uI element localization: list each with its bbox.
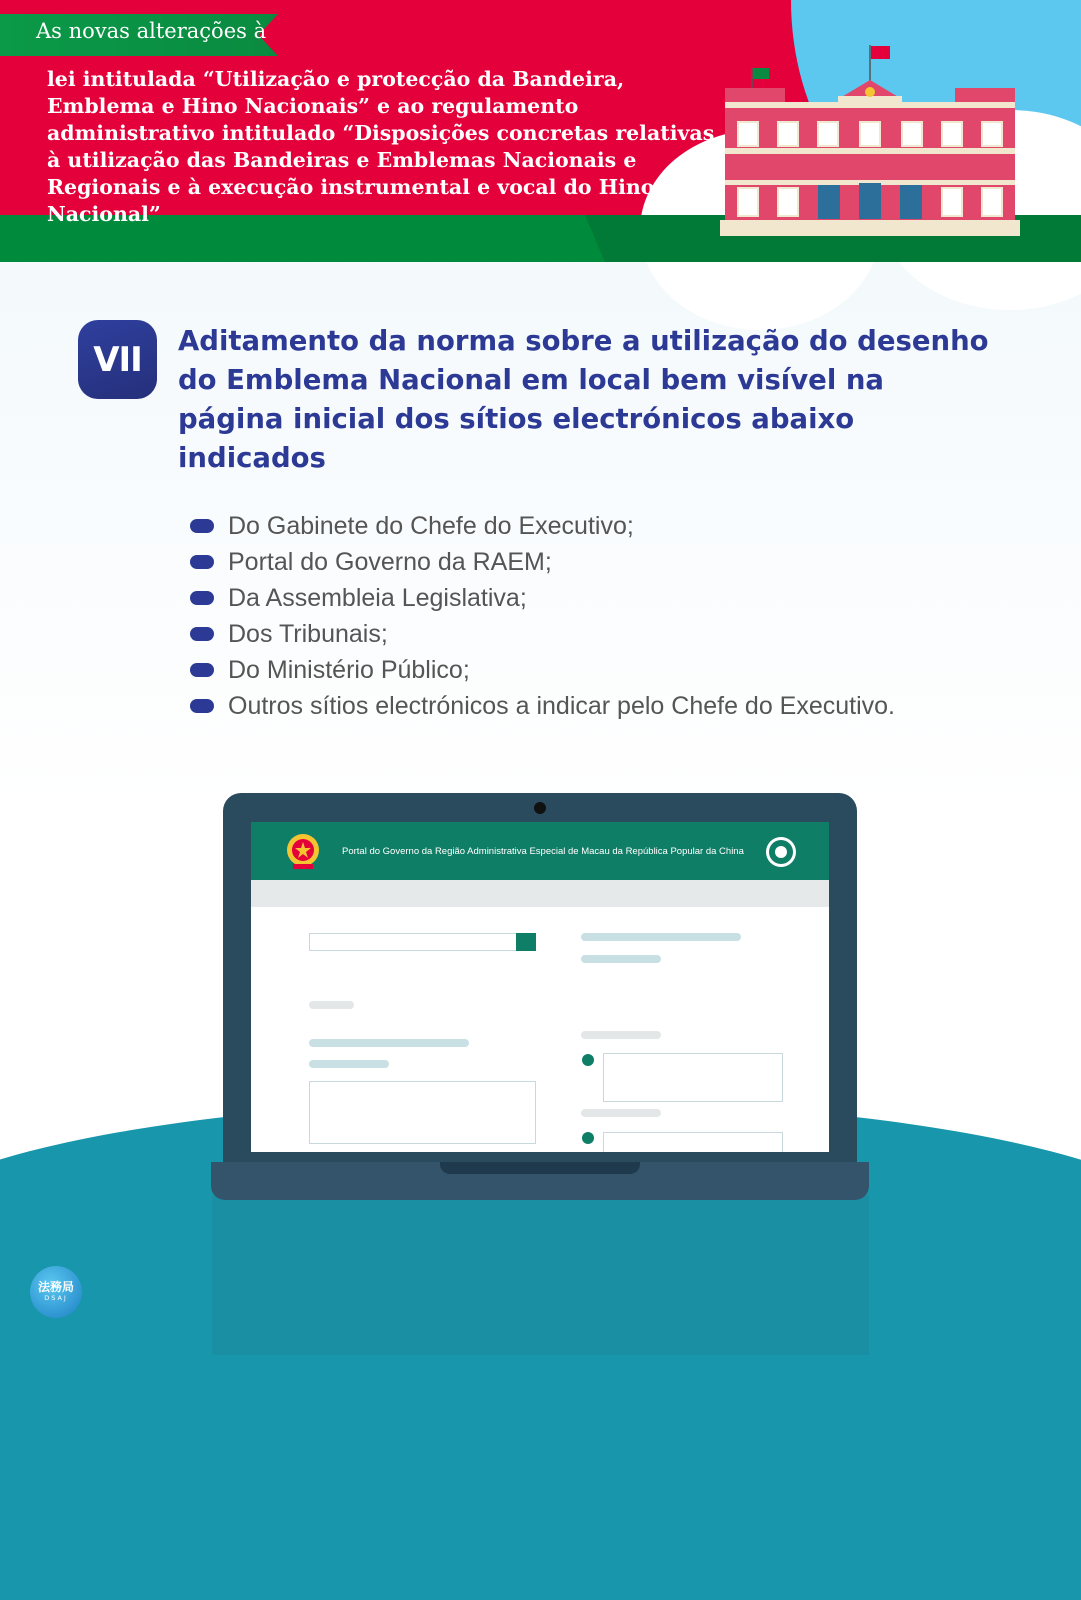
list-item-text: Da Assembleia Legislativa;: [228, 583, 527, 612]
dsaj-logo: [30, 1266, 82, 1318]
placeholder-line: [309, 1001, 354, 1009]
placeholder-line: [581, 1031, 661, 1039]
section-title: Aditamento da norma sobre a utilização do desenho do Emblema Nacional em local bem visível na página inicial dos sítios electrónicos abaixo indicados: [178, 325, 989, 474]
bullet-icon: [190, 627, 214, 641]
list-item: [190, 544, 895, 580]
radio-dot[interactable]: [582, 1054, 594, 1066]
content-box: [603, 1053, 783, 1102]
bullet-icon: [190, 699, 214, 713]
placeholder-line: [309, 1060, 389, 1068]
search-button[interactable]: [516, 933, 536, 951]
list-item: [190, 688, 895, 724]
list-item-text: Outros sítios electrónicos a indicar pelo Chefe do Executivo.: [228, 691, 896, 720]
list-item: [190, 508, 895, 544]
ribbon-text: As novas alterações à: [36, 19, 267, 43]
placeholder-line: [581, 1109, 661, 1117]
list-item-text: Do Ministério Público;: [228, 655, 470, 684]
bullet-icon: [190, 663, 214, 677]
government-building-illustration: [720, 40, 1020, 240]
webcam-icon: [534, 802, 546, 814]
list-item: [190, 580, 895, 616]
radio-dot[interactable]: [582, 1132, 594, 1144]
portal-title: Portal do Governo da Região Administrativa Especial de Macau da República Popular da China: [342, 846, 744, 857]
section-number-badge: VII: [78, 320, 157, 399]
national-emblem-icon: [285, 832, 321, 870]
logo-chinese-text: 法務局: [37, 1280, 74, 1294]
placeholder-line: [581, 933, 741, 941]
bullet-icon: [190, 555, 214, 569]
portal-navbar: [251, 880, 829, 907]
content-box: [603, 1132, 783, 1152]
laptop-screen: [251, 822, 829, 1152]
list-item-text: Portal do Governo da RAEM;: [228, 547, 552, 576]
list-item-text: Dos Tribunais;: [228, 619, 388, 648]
placeholder-line: [581, 955, 661, 963]
placeholder-line: [309, 1039, 469, 1047]
content-box: [309, 1081, 536, 1144]
bullet-icon: [190, 519, 214, 533]
laptop-notch: [440, 1162, 640, 1174]
list-item: [190, 652, 895, 688]
macau-emblem-icon: [765, 836, 797, 868]
website-list: [190, 508, 895, 724]
search-input[interactable]: [309, 933, 535, 951]
list-item-text: Do Gabinete do Chefe do Executivo;: [228, 511, 634, 540]
logo-english-text: DSAJ: [44, 1294, 68, 1302]
header-title: lei intitulada “Utilização e protecção da Bandeira, Emblema e Hino Nacionais” e ao regulamento administrativo intitulado “Disposições concretas relativas à utilização das Bandeiras e Emblemas Nacionais e Regionais e à execução instrumental e vocal do Hino Nacional”: [47, 67, 715, 226]
laptop-shadow: [212, 1195, 869, 1355]
bullet-icon: [190, 591, 214, 605]
list-item: [190, 616, 895, 652]
